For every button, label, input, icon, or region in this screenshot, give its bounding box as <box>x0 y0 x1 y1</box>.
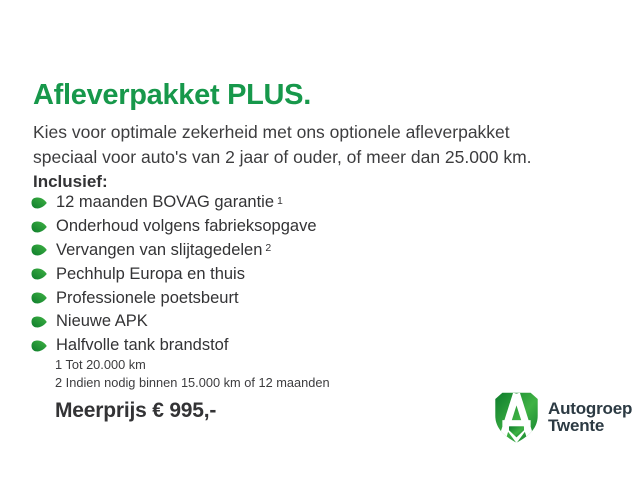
leaf-icon <box>31 244 47 256</box>
included-heading: Inclusief: <box>33 172 108 191</box>
included-list <box>31 191 320 358</box>
list-item-label: Onderhoud volgens fabrieksopgave <box>56 217 317 236</box>
list-item-label: Nieuwe APK <box>56 312 148 331</box>
logo-name-line1: Autogroep <box>548 399 633 418</box>
list-item <box>31 262 320 286</box>
price-label: Meerprijs € 995,- <box>55 399 217 422</box>
intro-text <box>33 120 532 170</box>
logo-wordmark <box>548 401 632 434</box>
list-item <box>31 310 320 334</box>
list-item <box>31 191 320 215</box>
autogroep-twente-logo <box>493 391 632 444</box>
list-item-label: 12 maanden BOVAG garantie <box>56 193 274 212</box>
leaf-icon <box>31 221 47 233</box>
list-item-label: Halfvolle tank brandstof <box>56 336 229 355</box>
page-title: Afleverpakket PLUS. <box>33 79 311 112</box>
intro-line-2: speciaal voor auto's van 2 jaar of ouder, of meer dan 25.000 km. <box>33 146 532 167</box>
footnote-ref-2: 2 <box>265 242 272 255</box>
list-item <box>31 334 320 358</box>
footnote-1: 1 Tot 20.000 km <box>55 357 146 372</box>
footnote-2: 2 Indien nodig binnen 15.000 km of 12 maanden <box>55 374 330 390</box>
list-item-label: Vervangen van slijtagedelen <box>56 240 263 259</box>
shield-a-icon <box>493 391 540 444</box>
leaf-icon <box>31 292 47 304</box>
list-item <box>31 239 320 263</box>
leaf-icon <box>31 316 47 328</box>
footnote-ref-1: 1 <box>277 194 283 207</box>
logo-name-line2: Twente <box>548 415 605 435</box>
intro-line-1: Kies voor optimale zekerheid met ons optionele afleverpakket <box>33 121 510 142</box>
list-item-label: Pechhulp Europa en thuis <box>56 264 245 283</box>
leaf-icon <box>31 197 47 209</box>
footnotes <box>55 356 330 391</box>
leaf-icon <box>31 340 47 352</box>
list-item <box>31 286 320 310</box>
list-item <box>31 215 320 239</box>
leaf-icon <box>31 268 47 280</box>
list-item-label: Professionele poetsbeurt <box>56 288 239 307</box>
